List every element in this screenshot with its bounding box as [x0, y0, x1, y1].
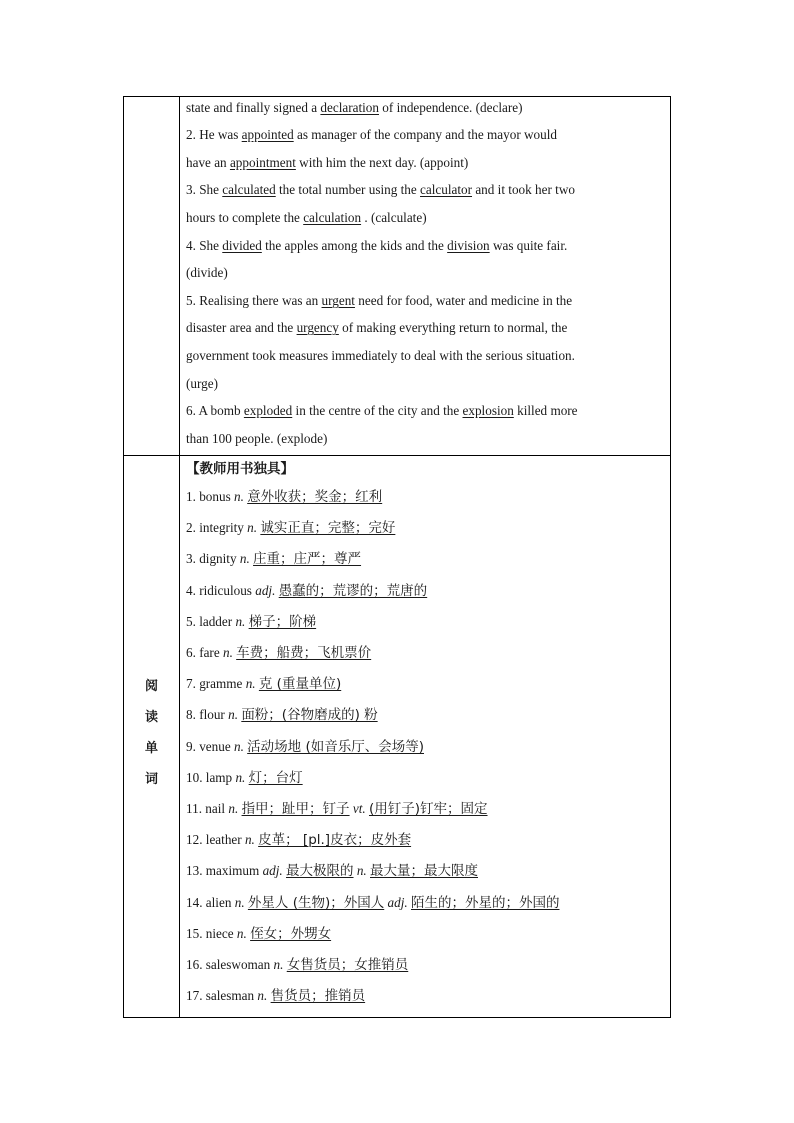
- part-of-speech: n.: [273, 957, 284, 972]
- vocab-definition: 侄女；外甥女: [250, 925, 332, 942]
- vocab-definition: 外星人 (生物)；外国人: [247, 894, 385, 911]
- vocab-word: 15. niece: [186, 925, 234, 941]
- vocab-word: 2. integrity: [186, 520, 244, 536]
- part-of-speech: vt.: [352, 801, 366, 816]
- vocab-item: [186, 581, 427, 601]
- answer-blank: division: [447, 238, 490, 253]
- exercise-line: 6. A bomb exploded in the centre of the city and the explosion killed more: [186, 403, 578, 418]
- column-divider: [179, 97, 180, 1017]
- vocab-definition: 活动场地 (如音乐厅、会场等): [247, 738, 424, 755]
- vocab-item: [186, 549, 361, 569]
- teacher-book-header: 【教师用书独具】: [186, 461, 294, 477]
- vocab-definition: 陌生的；外星的；外国的: [410, 894, 560, 911]
- answer-blank: exploded: [243, 403, 293, 418]
- answer-blank: calculation: [303, 210, 362, 225]
- answer-blank: calculator: [420, 182, 473, 197]
- exercise-line: hours to complete the calculation . (calculate): [186, 210, 427, 225]
- vocab-word: 9. venue: [186, 738, 231, 754]
- vocab-word: 5. ladder: [186, 613, 233, 629]
- vocab-definition: 诚实正直；完整；完好: [260, 520, 396, 537]
- exercise-line: have an appointment with him the next day. (appoint): [186, 155, 469, 170]
- part-of-speech: adj.: [387, 894, 408, 910]
- vocab-definition: 面粉；(谷物磨成的) 粉: [241, 707, 378, 724]
- vocab-item: [186, 893, 559, 913]
- part-of-speech: adj.: [255, 582, 276, 598]
- vocab-definition: 愚蠢的；荒谬的；荒唐的: [278, 582, 428, 599]
- vocab-word: 13. maximum: [186, 863, 260, 879]
- exercise-line: (divide): [186, 265, 228, 280]
- exercise-line: 5. Realising there was an urgent need for food, water and medicine in the: [186, 293, 573, 308]
- vocab-item: [186, 518, 395, 538]
- exercise-line: disaster area and the urgency of making everything return to normal, the: [186, 320, 568, 335]
- vocab-definition: 指甲；趾甲；钉子: [241, 801, 350, 817]
- vocab-definition: 意外收获；奖金；红利: [247, 489, 383, 505]
- vocab-item: [186, 612, 316, 632]
- vocab-item: [186, 643, 371, 663]
- vocabulary-table: [123, 96, 671, 1018]
- exercise-line: 3. She calculated the total number using the calculator and it took her two: [186, 182, 575, 197]
- section-label-char: 阅: [144, 679, 158, 694]
- exercise-line: government took measures immediately to deal with the serious situation.: [186, 348, 575, 363]
- vocab-word: 10. lamp: [186, 769, 233, 785]
- vocab-word: 17. salesman: [186, 988, 255, 1004]
- vocab-item: [186, 768, 303, 788]
- section-label-char: 读: [144, 710, 158, 725]
- vocab-word: 8. flour: [186, 707, 225, 723]
- answer-blank: explosion: [462, 403, 514, 418]
- vocab-word: 4. ridiculous: [186, 582, 252, 598]
- vocab-item: [186, 487, 382, 507]
- vocab-item: [186, 861, 478, 881]
- part-of-speech: n.: [247, 520, 258, 536]
- section-label: [124, 455, 179, 1019]
- vocab-definition: (用钉子)钉牢；固定: [368, 801, 488, 817]
- vocab-item: [186, 799, 488, 819]
- vocab-definition: 车费；船费；飞机票价: [236, 645, 372, 661]
- vocab-item: [186, 986, 365, 1006]
- section-label-char: 单: [144, 741, 158, 756]
- part-of-speech: n.: [356, 863, 367, 879]
- exercise-line: 2. He was appointed as manager of the company and the mayor would: [186, 127, 557, 142]
- exercise-line: (urge): [186, 376, 218, 391]
- vocab-word: 3. dignity: [186, 551, 237, 567]
- part-of-speech: n.: [235, 613, 246, 629]
- part-of-speech: n.: [228, 801, 239, 816]
- vocab-word: 7. gramme: [186, 676, 243, 692]
- vocab-word: 11. nail: [186, 801, 226, 816]
- vocab-word: 12. leather: [186, 832, 242, 848]
- vocab-definition: 最大极限的: [286, 863, 354, 880]
- vocab-item: [186, 705, 378, 725]
- vocab-item: [186, 955, 408, 975]
- vocab-definition: 灯；台灯: [248, 769, 303, 786]
- part-of-speech: n.: [233, 738, 244, 754]
- section-label-char: 词: [144, 772, 158, 787]
- part-of-speech: n.: [235, 769, 246, 785]
- vocab-definition: 梯子；阶梯: [248, 613, 317, 630]
- vocab-definition: 女售货员；女推销员: [286, 957, 409, 973]
- vocab-definition: 皮革； [pl.]皮衣；皮外套: [258, 832, 412, 849]
- part-of-speech: n.: [222, 645, 233, 660]
- row-divider: [124, 455, 670, 456]
- answer-blank: urgency: [296, 320, 339, 335]
- answer-blank: divided: [222, 238, 262, 253]
- answer-blank: calculated: [222, 182, 276, 197]
- part-of-speech: n.: [228, 707, 239, 723]
- exercise-line: 4. She divided the apples among the kids and the division was quite fair.: [186, 238, 568, 253]
- vocab-definition: 庄重；庄严；尊严: [253, 551, 362, 568]
- vocab-word: 1. bonus: [186, 489, 231, 504]
- part-of-speech: n.: [239, 551, 250, 567]
- answer-blank: declaration: [320, 100, 379, 115]
- vocab-word: 6. fare: [186, 645, 220, 660]
- vocab-definition: 最大量；最大限度: [370, 863, 478, 880]
- vocab-word: 14. alien: [186, 894, 232, 910]
- answer-blank: urgent: [321, 293, 355, 308]
- exercise-line: than 100 people. (explode): [186, 431, 328, 446]
- part-of-speech: n.: [234, 894, 245, 910]
- vocab-definition: 克 (重量单位): [258, 676, 342, 693]
- part-of-speech: n.: [236, 925, 247, 941]
- part-of-speech: n.: [244, 832, 255, 848]
- part-of-speech: n.: [245, 676, 256, 692]
- vocab-item: [186, 737, 424, 757]
- vocab-item: [186, 674, 341, 694]
- exercise-line: state and finally signed a declaration of independence. (declare): [186, 100, 523, 115]
- part-of-speech: adj.: [262, 863, 283, 879]
- vocab-word: 16. saleswoman: [186, 957, 271, 972]
- answer-blank: appointment: [229, 155, 296, 170]
- vocab-item: [186, 830, 411, 850]
- vocab-item: [186, 924, 331, 944]
- answer-blank: appointed: [241, 127, 294, 142]
- part-of-speech: n.: [257, 988, 268, 1004]
- part-of-speech: n.: [234, 489, 244, 504]
- vocab-definition: 售货员；推销员: [270, 988, 366, 1005]
